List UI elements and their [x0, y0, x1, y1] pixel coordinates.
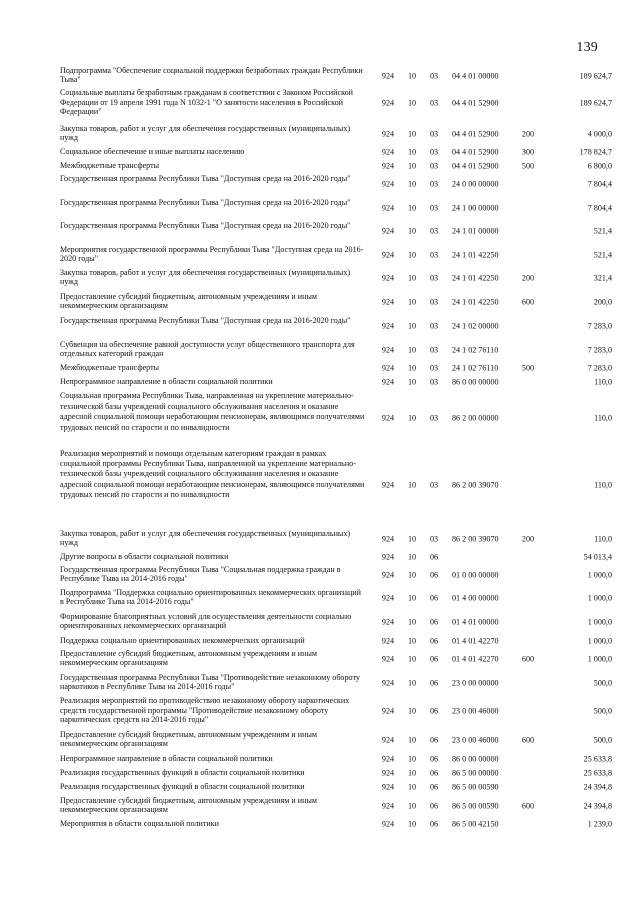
row-ved-code: 924	[381, 705, 395, 715]
row-amount: 110,0	[594, 479, 612, 489]
row-amount: 1 239,0	[587, 819, 612, 829]
row-subsection-code: 03	[429, 202, 439, 212]
row-ved-code: 924	[381, 616, 395, 626]
row-amount: 1 000,0	[587, 653, 612, 663]
row-subsection-code: 06	[429, 705, 439, 715]
row-section-code: 10	[407, 800, 417, 810]
row-section-code: 10	[407, 768, 417, 778]
table-row	[0, 782, 640, 792]
table-row	[0, 292, 640, 311]
row-ved-code: 924	[381, 70, 395, 80]
row-section-code: 10	[407, 569, 417, 579]
row-ved-code: 924	[381, 734, 395, 744]
row-ved-code: 924	[381, 147, 395, 157]
row-ved-code: 924	[381, 412, 395, 422]
row-name: Государственная программа Республики Тыва "Доступная среда на 2016-2020 годы"	[60, 198, 351, 207]
table-row	[0, 673, 640, 692]
row-section-code: 10	[407, 653, 417, 663]
row-target-article: 24 1 00 00000	[452, 202, 499, 212]
row-subsection-code: 06	[429, 768, 439, 778]
row-expense-type: 600	[521, 653, 535, 663]
row-subsection-code: 06	[429, 569, 439, 579]
row-name: Предоставление субсидий бюджетным, автономным учреждениям и иным некоммерческим организациям	[60, 796, 318, 815]
row-name: Непрограммное направление в области социальной политики	[60, 754, 273, 763]
row-section-code: 10	[407, 320, 417, 330]
row-subsection-code: 06	[429, 754, 439, 764]
table-row	[0, 124, 640, 143]
row-subsection-code: 03	[429, 225, 439, 235]
row-name: Закупка товаров, работ и услуг для обеспечения государственных (муниципальных) нужд	[60, 529, 351, 548]
row-ved-code: 924	[381, 569, 395, 579]
row-subsection-code: 03	[429, 147, 439, 157]
row-ved-code: 924	[381, 782, 395, 792]
row-subsection-code: 06	[429, 592, 439, 602]
row-section-code: 10	[407, 705, 417, 715]
table-row	[0, 636, 640, 646]
row-amount: 189 624,7	[579, 97, 612, 107]
row-name: Поддержка социально ориентированных некоммерческих организаций	[60, 636, 305, 645]
row-target-article: 24 1 01 00000	[452, 225, 499, 235]
row-name: Межбюджетные трансферты	[60, 161, 160, 170]
row-target-article: 24 1 02 76110	[452, 344, 499, 354]
table-row	[0, 391, 640, 444]
row-name: Государственная программа Республики Тыва "Доступная среда на 2016-2020 годы"	[60, 221, 351, 230]
row-amount: 54 013,4	[583, 552, 612, 562]
table-row	[0, 796, 640, 815]
row-subsection-code: 06	[429, 552, 439, 562]
row-ved-code: 924	[381, 97, 395, 107]
table-row	[0, 768, 640, 778]
row-ved-code: 924	[381, 225, 395, 235]
table-row	[0, 612, 640, 631]
row-amount: 24 394,8	[583, 800, 612, 810]
row-section-code: 10	[407, 161, 417, 171]
row-expense-type: 200	[521, 128, 535, 138]
row-ved-code: 924	[381, 249, 395, 259]
row-amount: 1 000,0	[587, 569, 612, 579]
row-subsection-code: 03	[429, 363, 439, 373]
row-amount: 200,0	[593, 296, 612, 306]
row-amount: 25 633,8	[583, 768, 612, 778]
row-name: Непрограммное направление в области социальной политики	[60, 377, 273, 386]
row-section-code: 10	[407, 533, 417, 543]
row-subsection-code: 06	[429, 734, 439, 744]
row-name: Государственная программа Республики Тыва "Противодействие незаконному обороту наркотиков в Республике Тыва на 2014-2016 годы"	[60, 673, 360, 692]
row-target-article: 86 2 00 39070	[452, 533, 499, 543]
row-section-code: 10	[407, 363, 417, 373]
row-section-code: 10	[407, 147, 417, 157]
row-name: Социальное обеспечение и иные выплаты населению	[60, 147, 245, 156]
row-ved-code: 924	[381, 128, 395, 138]
row-amount: 7 804,4	[587, 202, 612, 212]
row-amount: 321,4	[593, 272, 612, 282]
row-amount: 6 800,0	[587, 161, 612, 171]
row-section-code: 10	[407, 272, 417, 282]
row-amount: 110,0	[594, 377, 612, 387]
row-target-article: 04 4 01 52900	[452, 147, 499, 157]
row-subsection-code: 06	[429, 819, 439, 829]
row-name: Предоставление субсидий бюджетным, автономным учреждениям и иным некоммерческим организациям	[60, 649, 318, 668]
row-amount: 7 283,0	[587, 320, 612, 330]
row-subsection-code: 03	[429, 377, 439, 387]
row-name: Государственная программа Республики Тыва "Социальная поддержка граждан в Республике Тыва на 2014-2016 годы"	[60, 565, 341, 584]
row-ved-code: 924	[381, 800, 395, 810]
row-expense-type: 500	[521, 161, 535, 171]
table-row	[0, 449, 640, 520]
table-row	[0, 377, 640, 387]
row-section-code: 10	[407, 636, 417, 646]
row-section-code: 10	[407, 202, 417, 212]
row-target-article: 24 1 01 42250	[452, 296, 499, 306]
row-target-article: 86 0 00 00000	[452, 754, 499, 764]
table-row	[0, 268, 640, 287]
row-ved-code: 924	[381, 377, 395, 387]
row-subsection-code: 03	[429, 320, 439, 330]
row-name: Закупка товаров, работ и услуг для обеспечения государственных (муниципальных) нужд	[60, 268, 351, 287]
row-section-code: 10	[407, 296, 417, 306]
row-subsection-code: 06	[429, 653, 439, 663]
row-amount: 1 000,0	[587, 636, 612, 646]
row-section-code: 10	[407, 592, 417, 602]
row-name: Предоставление субсидий бюджетным, автономным учреждениям и иным некоммерческим организациям	[60, 730, 318, 749]
row-subsection-code: 03	[429, 128, 439, 138]
row-target-article: 04 4 01 00000	[452, 70, 499, 80]
table-row	[0, 529, 640, 548]
row-section-code: 10	[407, 754, 417, 764]
table-row	[0, 754, 640, 764]
row-name: Реализация мероприятий и помощи отдельным категориям граждан в рамках социальной программы Республики Тыва, направленной на укрепление материально-технической базы учреждений социального обслуживания населения и оказание адресной социальной помощи неработающим пенсионерам, являющимся получателями трудовых пенсий по старости и по инвалидности	[60, 449, 365, 499]
table-row	[0, 649, 640, 668]
row-name: Реализация государственных функций в области социальной политики	[60, 768, 305, 777]
row-target-article: 24 1 01 42250	[452, 249, 499, 259]
row-section-code: 10	[407, 819, 417, 829]
row-expense-type: 600	[521, 734, 535, 744]
row-ved-code: 924	[381, 272, 395, 282]
table-row	[0, 161, 640, 171]
row-section-code: 10	[407, 249, 417, 259]
row-section-code: 10	[407, 178, 417, 188]
row-name: Закупка товаров, работ и услуг для обеспечения государственных (муниципальных) нужд	[60, 124, 351, 143]
row-section-code: 10	[407, 616, 417, 626]
row-ved-code: 924	[381, 533, 395, 543]
row-name: Мероприятия в области социальной политики	[60, 819, 219, 828]
row-section-code: 10	[407, 225, 417, 235]
row-amount: 110,0	[594, 412, 612, 422]
row-amount: 24 394,8	[583, 782, 612, 792]
row-name: Государственная программа Республики Тыва "Доступная среда на 2016-2020 годы"	[60, 316, 351, 325]
row-subsection-code: 03	[429, 296, 439, 306]
row-ved-code: 924	[381, 819, 395, 829]
row-section-code: 10	[407, 344, 417, 354]
row-section-code: 10	[407, 782, 417, 792]
row-expense-type: 200	[521, 533, 535, 543]
row-ved-code: 924	[381, 363, 395, 373]
row-section-code: 10	[407, 479, 417, 489]
row-amount: 4 000,0	[587, 128, 612, 138]
table-row	[0, 552, 640, 562]
row-name: Субвенция на обеспечение равной доступности услуг общественного транспорта для отдельных категорий граждан	[60, 340, 355, 359]
row-subsection-code: 06	[429, 636, 439, 646]
table-row	[0, 730, 640, 749]
row-ved-code: 924	[381, 320, 395, 330]
row-ved-code: 924	[381, 296, 395, 306]
row-target-article: 01 4 00 00000	[452, 592, 499, 602]
row-subsection-code: 06	[429, 677, 439, 687]
row-subsection-code: 06	[429, 616, 439, 626]
row-ved-code: 924	[381, 479, 395, 489]
row-name: Государственная программа Республики Тыва "Доступная среда на 2016-2020 годы"	[60, 174, 351, 183]
row-name: Реализация государственных функций в области социальной политики	[60, 782, 305, 791]
row-section-code: 10	[407, 552, 417, 562]
table-row	[0, 66, 640, 85]
row-ved-code: 924	[381, 754, 395, 764]
row-ved-code: 924	[381, 202, 395, 212]
table-row	[0, 696, 640, 725]
row-target-article: 24 1 01 42250	[452, 272, 499, 282]
row-name: Реализация мероприятий по противодействию незаконному обороту наркотических средств государственной программы "Противодействие незаконному обороту наркотических средств на 2014-2016 годы"	[60, 696, 350, 725]
table-row	[0, 363, 640, 373]
row-name: Социальные выплаты безработным гражданам в соответствии с Законом Российской Федерации от 19 апреля 1991 года N 1032-1 "О занятости населения в Российской Федерации"	[60, 88, 353, 117]
row-ved-code: 924	[381, 677, 395, 687]
row-ved-code: 924	[381, 552, 395, 562]
table-row	[0, 245, 640, 264]
row-subsection-code: 03	[429, 412, 439, 422]
row-amount: 1 000,0	[587, 616, 612, 626]
table-row	[0, 174, 640, 193]
row-expense-type: 600	[521, 800, 535, 810]
row-amount: 7 283,0	[587, 344, 612, 354]
row-name: Межбюджетные трансферты	[60, 363, 160, 372]
row-amount: 110,0	[594, 533, 612, 543]
row-subsection-code: 06	[429, 782, 439, 792]
row-amount: 25 633,8	[583, 754, 612, 764]
row-amount: 500,0	[593, 705, 612, 715]
row-ved-code: 924	[381, 592, 395, 602]
row-section-code: 10	[407, 128, 417, 138]
row-subsection-code: 03	[429, 178, 439, 188]
row-section-code: 10	[407, 412, 417, 422]
row-subsection-code: 03	[429, 97, 439, 107]
row-ved-code: 924	[381, 178, 395, 188]
row-target-article: 86 5 00 00590	[452, 782, 499, 792]
row-section-code: 10	[407, 70, 417, 80]
row-target-article: 23 0 00 46000	[452, 705, 499, 715]
table-row	[0, 316, 640, 335]
row-target-article: 24 1 02 76110	[452, 363, 499, 373]
row-target-article: 23 0 00 00000	[452, 677, 499, 687]
row-amount: 500,0	[593, 677, 612, 687]
row-name: Другие вопросы в области социальной политики	[60, 552, 229, 561]
row-target-article: 23 0 00 46000	[452, 734, 499, 744]
row-subsection-code: 03	[429, 479, 439, 489]
row-ved-code: 924	[381, 768, 395, 778]
row-name: Подпрограмма "Обеспечение социальной поддержки безработных граждан Республики Тыва"	[60, 66, 363, 85]
row-target-article: 01 4 01 00000	[452, 616, 499, 626]
table-row	[0, 147, 640, 157]
row-section-code: 10	[407, 677, 417, 687]
row-expense-type: 500	[521, 363, 535, 373]
row-ved-code: 924	[381, 161, 395, 171]
row-subsection-code: 03	[429, 161, 439, 171]
row-name: Предоставление субсидий бюджетным, автономным учреждениям и иным некоммерческим организациям	[60, 292, 318, 311]
row-target-article: 04 4 01 52900	[452, 128, 499, 138]
row-name: Подпрограмма "Поддержка социально ориентированных некоммерческих организаций в Республике Тыва на 2014-2016 годы"	[60, 588, 361, 607]
row-target-article: 01 4 01 42270	[452, 653, 499, 663]
row-target-article: 01 0 00 00000	[452, 569, 499, 579]
table-row	[0, 340, 640, 359]
row-section-code: 10	[407, 734, 417, 744]
table-row	[0, 588, 640, 607]
row-amount: 500,0	[593, 734, 612, 744]
row-amount: 178 824,7	[579, 147, 612, 157]
row-target-article: 01 4 01 42270	[452, 636, 499, 646]
row-subsection-code: 03	[429, 272, 439, 282]
row-target-article: 24 1 02 00000	[452, 320, 499, 330]
page-number: 139	[576, 40, 598, 55]
row-target-article: 86 2 00 39070	[452, 479, 499, 489]
row-amount: 7 283,0	[587, 363, 612, 373]
row-expense-type: 200	[521, 272, 535, 282]
row-target-article: 24 0 00 00000	[452, 178, 499, 188]
row-target-article: 86 5 00 00000	[452, 768, 499, 778]
row-target-article: 86 0 00 00000	[452, 377, 499, 387]
row-target-article: 04 4 01 52900	[452, 161, 499, 171]
row-target-article: 86 5 00 42150	[452, 819, 499, 829]
row-ved-code: 924	[381, 653, 395, 663]
table-row	[0, 198, 640, 217]
row-section-code: 10	[407, 97, 417, 107]
row-subsection-code: 06	[429, 800, 439, 810]
row-name: Формирование благоприятных условий для осуществления деятельности социально ориентированных некоммерческих организаций	[60, 612, 352, 631]
row-amount: 189 624,7	[579, 70, 612, 80]
row-ved-code: 924	[381, 344, 395, 354]
row-target-article: 04 4 01 52900	[452, 97, 499, 107]
table-row	[0, 819, 640, 829]
row-target-article: 86 5 00 00590	[452, 800, 499, 810]
table-row	[0, 88, 640, 117]
row-target-article: 86 2 00 00000	[452, 412, 499, 422]
row-subsection-code: 03	[429, 70, 439, 80]
row-subsection-code: 03	[429, 344, 439, 354]
row-amount: 521,4	[593, 225, 612, 235]
row-expense-type: 600	[521, 296, 535, 306]
table-row	[0, 565, 640, 584]
row-amount: 521,4	[593, 249, 612, 259]
row-name: Социальная программа Республики Тыва, направленная на укрепление материально-технической базы учреждений социального обслуживания населения и оказание адресной социальной помощи неработающим пенсионерам, являющимся получателями трудовых пенсий по старости и по инвалидности	[60, 391, 365, 432]
row-expense-type: 300	[521, 147, 535, 157]
row-ved-code: 924	[381, 636, 395, 646]
row-subsection-code: 03	[429, 249, 439, 259]
row-section-code: 10	[407, 377, 417, 387]
table-row	[0, 221, 640, 240]
row-name: Мероприятия государственной программы Республики Тыва "Доступная среда на 2016-2020 годы"	[60, 245, 364, 264]
row-amount: 1 000,0	[587, 592, 612, 602]
row-amount: 7 804,4	[587, 178, 612, 188]
row-subsection-code: 03	[429, 533, 439, 543]
